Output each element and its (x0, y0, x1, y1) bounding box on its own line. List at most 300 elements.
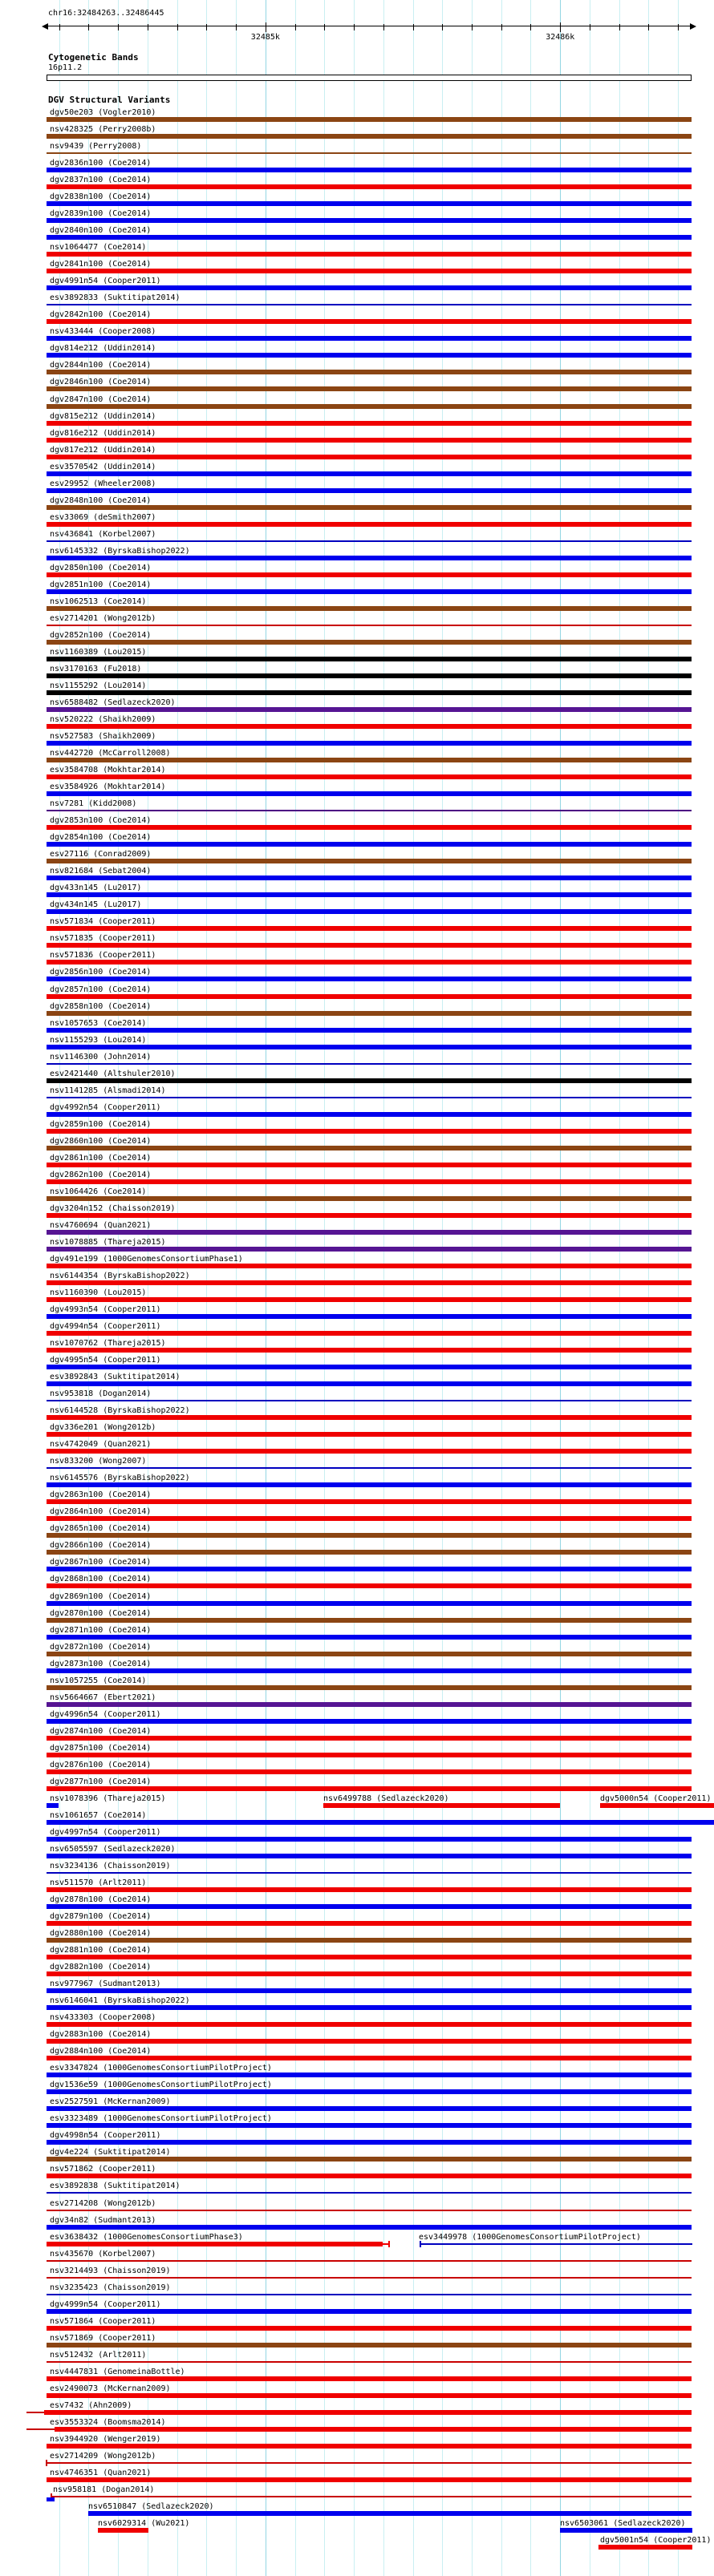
variant-label[interactable]: dgv814e212 (Uddin2014) (50, 344, 156, 354)
variant-bar[interactable] (47, 471, 692, 476)
variant-label[interactable]: nsv821684 (Sebat2004) (50, 867, 152, 876)
variant-label[interactable]: dgv2864n100 (Coe2014) (50, 1507, 152, 1517)
variant-bar[interactable] (47, 2005, 692, 2010)
variant-label[interactable]: nsv511570 (Arlt2011) (50, 1878, 147, 1887)
variant-bar[interactable] (98, 2528, 148, 2533)
variant-label[interactable]: dgv2882n100 (Coe2014) (50, 1963, 152, 1972)
variant-label[interactable]: dgv5000n54 (Cooper2011) (600, 1793, 712, 1803)
variant-line[interactable] (47, 2462, 692, 2464)
variant-bar[interactable] (47, 657, 692, 661)
variant-line[interactable] (47, 2277, 692, 2279)
variant-label[interactable]: nsv433303 (Cooper2008) (50, 2013, 156, 2023)
variant-label[interactable]: dgv2853n100 (Coe2014) (50, 816, 152, 826)
variant-bar[interactable] (47, 892, 692, 897)
unlabeled-variant-box[interactable] (47, 2497, 55, 2501)
variant-label[interactable]: dgv2856n100 (Coe2014) (50, 968, 152, 977)
variant-label[interactable]: dgv816e212 (Uddin2014) (50, 428, 156, 438)
variant-bar[interactable] (47, 1971, 692, 1976)
variant-label[interactable]: nsv3944920 (Wenger2019) (50, 2434, 161, 2444)
variant-bar[interactable] (47, 218, 692, 223)
variant-label[interactable]: esv3449978 (1000GenomesConsortiumPilotProject) (419, 2232, 641, 2242)
variant-bar[interactable] (47, 741, 692, 746)
variant-bar[interactable] (47, 1955, 692, 1959)
variant-bar[interactable] (47, 1163, 692, 1167)
variant-bar[interactable] (47, 1213, 692, 1218)
variant-bar[interactable] (47, 2174, 692, 2178)
variant-bar[interactable] (47, 1516, 692, 1521)
variant-label[interactable]: nsv6588482 (Sedlazeck2020) (50, 698, 176, 707)
variant-label[interactable]: esv3892833 (Suktitipat2014) (50, 293, 181, 303)
variant-bar[interactable] (47, 1078, 692, 1083)
variant-bar[interactable] (47, 1196, 692, 1201)
variant-label[interactable]: nsv4760694 (Quan2021) (50, 1220, 152, 1230)
variant-bar[interactable] (47, 1381, 692, 1386)
variant-bar[interactable] (47, 1618, 692, 1623)
variant-label[interactable]: dgv4998n54 (Cooper2011) (50, 2131, 161, 2141)
variant-label[interactable]: nsv6499788 (Sedlazeck2020) (323, 1793, 449, 1803)
variant-bar[interactable] (47, 1550, 692, 1555)
variant-line[interactable] (47, 2361, 692, 2363)
variant-bar[interactable] (47, 404, 692, 409)
variant-label[interactable]: nsv1070762 (Thareja2015) (50, 1339, 166, 1348)
variant-bar[interactable] (88, 2511, 692, 2516)
variant-label[interactable]: nsv1146300 (John2014) (50, 1052, 152, 1062)
variant-label[interactable]: nsv1057653 (Coe2014) (50, 1018, 147, 1028)
variant-bar[interactable] (47, 421, 692, 426)
variant-bar[interactable] (47, 1011, 692, 1016)
variant-bar[interactable] (47, 201, 692, 206)
variant-label[interactable]: dgv2861n100 (Coe2014) (50, 1153, 152, 1163)
variant-bar[interactable] (47, 859, 692, 863)
variant-label[interactable]: dgv2867n100 (Coe2014) (50, 1558, 152, 1567)
variant-label[interactable]: dgv2873n100 (Coe2014) (50, 1659, 152, 1668)
variant-label[interactable]: dgv815e212 (Uddin2014) (50, 411, 156, 421)
variant-label[interactable]: esv3584708 (Mokhtar2014) (50, 766, 166, 775)
variant-label[interactable]: dgv2881n100 (Coe2014) (50, 1946, 152, 1955)
variant-label[interactable]: esv2421440 (Altshuler2010) (50, 1069, 176, 1078)
variant-label[interactable]: nsv6144354 (ByrskaBishop2022) (50, 1271, 190, 1280)
variant-bar[interactable] (47, 1146, 692, 1151)
variant-bar[interactable] (47, 1331, 692, 1336)
variant-label[interactable]: nsv4447831 (GenomeinaBottle) (50, 2367, 185, 2376)
variant-label[interactable]: nsv3235423 (Chaisson2019) (50, 2283, 171, 2292)
variant-label[interactable]: nsv571862 (Cooper2011) (50, 2165, 156, 2174)
variant-label[interactable]: nsv1155293 (Lou2014) (50, 1035, 147, 1045)
variant-line[interactable] (47, 1467, 692, 1469)
variant-bar[interactable] (47, 134, 692, 139)
cytoband-box[interactable] (47, 75, 692, 81)
variant-bar[interactable] (47, 2123, 692, 2128)
variant-bar[interactable] (47, 1533, 692, 1538)
variant-bar[interactable] (47, 690, 692, 695)
variant-label[interactable]: dgv4992n54 (Cooper2011) (50, 1102, 161, 1112)
variant-label[interactable]: dgv2837n100 (Coe2014) (50, 176, 152, 185)
variant-bar[interactable] (47, 1348, 692, 1353)
variant-bar[interactable] (47, 1280, 692, 1285)
variant-label[interactable]: dgv2868n100 (Coe2014) (50, 1575, 152, 1584)
variant-bar[interactable] (47, 1601, 692, 1606)
variant-line[interactable] (47, 1872, 692, 1874)
variant-bar[interactable] (47, 2225, 692, 2230)
variant-bar[interactable] (47, 572, 692, 577)
variant-label[interactable]: esv33069 (deSmith2007) (50, 512, 156, 522)
variant-bar[interactable] (47, 2393, 692, 2398)
variant-label[interactable]: nsv833200 (Wong2007) (50, 1457, 147, 1466)
variant-bar[interactable] (47, 184, 692, 189)
variant-label[interactable]: esv29952 (Wheeler2008) (50, 479, 156, 488)
variant-label[interactable]: esv7432 (Ahn2009) (50, 2400, 132, 2410)
variant-bar[interactable] (47, 336, 692, 341)
variant-label[interactable]: nsv1057255 (Coe2014) (50, 1676, 147, 1685)
variant-bar[interactable] (600, 1803, 714, 1808)
variant-label[interactable]: dgv2859n100 (Coe2014) (50, 1119, 152, 1129)
variant-label[interactable]: dgv2877n100 (Coe2014) (50, 1777, 152, 1786)
variant-label[interactable]: dgv2846n100 (Coe2014) (50, 378, 152, 387)
variant-bar[interactable] (47, 2140, 692, 2145)
variant-bar[interactable] (47, 1264, 692, 1268)
variant-label[interactable]: nsv977967 (Sudmant2013) (50, 1980, 161, 1989)
variant-bar[interactable] (47, 994, 692, 999)
variant-label[interactable]: dgv5001n54 (Cooper2011) (600, 2536, 712, 2545)
variant-bar[interactable] (47, 589, 692, 594)
variant-label[interactable]: dgv4999n54 (Cooper2011) (50, 2299, 161, 2309)
variant-label[interactable]: dgv433n145 (Lu2017) (50, 884, 142, 893)
variant-bar[interactable] (47, 252, 692, 257)
variant-bar[interactable] (47, 117, 692, 122)
variant-bar[interactable] (47, 235, 692, 240)
variant-label[interactable]: dgv4995n54 (Cooper2011) (50, 1356, 161, 1365)
variant-label[interactable]: dgv4993n54 (Cooper2011) (50, 1305, 161, 1314)
variant-label[interactable]: esv3638432 (1000GenomesConsortiumPhase3) (50, 2232, 243, 2242)
variant-label[interactable]: dgv2854n100 (Coe2014) (50, 833, 152, 843)
variant-leader-line[interactable] (26, 2428, 55, 2430)
variant-bar[interactable] (47, 1179, 692, 1184)
variant-bar[interactable] (47, 2477, 692, 2482)
variant-label[interactable]: nsv1061657 (Coe2014) (50, 1810, 147, 1820)
variant-line[interactable] (47, 1063, 692, 1065)
variant-bar[interactable] (47, 707, 692, 712)
variant-label[interactable]: dgv817e212 (Uddin2014) (50, 445, 156, 455)
variant-label[interactable]: nsv958181 (Dogan2014) (53, 2485, 155, 2494)
variant-label[interactable]: dgv2872n100 (Coe2014) (50, 1642, 152, 1652)
variant-label[interactable]: esv3553324 (Boomsma2014) (50, 2417, 166, 2427)
variant-bar[interactable] (47, 269, 692, 273)
variant-bar[interactable] (47, 2444, 692, 2449)
variant-label[interactable]: dgv4e224 (Suktitipat2014) (50, 2148, 171, 2157)
variant-line[interactable] (47, 1097, 692, 1098)
variant-label[interactable]: dgv50e203 (Vogler2010) (50, 108, 156, 117)
variant-line[interactable] (47, 152, 692, 154)
variant-label[interactable]: esv3347824 (1000GenomesConsortiumPilotProject) (50, 2064, 272, 2073)
variant-label[interactable]: dgv434n145 (Lu2017) (50, 900, 142, 910)
cytoband-label[interactable]: 16p11.2 (48, 63, 83, 72)
variant-bar[interactable] (47, 2157, 692, 2161)
variant-label[interactable]: nsv3234136 (Chaisson2019) (50, 1861, 171, 1870)
variant-label[interactable]: dgv491e199 (1000GenomesConsortiumPhase1) (50, 1254, 243, 1264)
variant-bar[interactable] (47, 2242, 383, 2246)
variant-bar[interactable] (47, 1635, 692, 1640)
variant-bar[interactable] (47, 876, 692, 880)
variant-bar[interactable] (47, 1449, 692, 1454)
variant-bar[interactable] (47, 1786, 692, 1791)
variant-label[interactable]: dgv2860n100 (Coe2014) (50, 1136, 152, 1146)
variant-bar[interactable] (47, 285, 692, 290)
variant-label[interactable]: nsv1155292 (Lou2014) (50, 681, 147, 690)
variant-label[interactable]: esv3584926 (Mokhtar2014) (50, 783, 166, 792)
variant-bar[interactable] (47, 673, 692, 678)
variant-label[interactable]: dgv2870n100 (Coe2014) (50, 1608, 152, 1618)
variant-line[interactable] (47, 2294, 692, 2295)
variant-bar[interactable] (47, 1247, 692, 1252)
variant-bar[interactable] (47, 909, 692, 914)
variant-bar[interactable] (47, 606, 692, 611)
variant-line[interactable] (47, 810, 692, 811)
variant-label[interactable]: nsv527583 (Shaikh2009) (50, 732, 156, 741)
variant-label[interactable]: nsv7281 (Kidd2008) (50, 799, 137, 809)
variant-label[interactable]: nsv1064477 (Coe2014) (50, 243, 147, 253)
variant-bar[interactable] (47, 1415, 692, 1420)
variant-label[interactable]: dgv2857n100 (Coe2014) (50, 985, 152, 994)
variant-label[interactable]: nsv571836 (Cooper2011) (50, 951, 156, 960)
variant-bar[interactable] (47, 1129, 692, 1134)
variant-bar[interactable] (47, 1314, 692, 1319)
variant-bar[interactable] (47, 556, 692, 560)
variant-bar[interactable] (47, 1365, 692, 1369)
variant-label[interactable]: esv2714209 (Wong2012b) (50, 2451, 156, 2461)
variant-label[interactable]: dgv2878n100 (Coe2014) (50, 1895, 152, 1904)
variant-label[interactable]: nsv6029314 (Wu2021) (98, 2519, 190, 2528)
variant-label[interactable]: nsv6503061 (Sedlazeck2020) (560, 2519, 686, 2528)
variant-label[interactable]: nsv6510847 (Sedlazeck2020) (88, 2502, 214, 2511)
variant-label[interactable]: dgv2883n100 (Coe2014) (50, 2030, 152, 2040)
variant-bar[interactable] (47, 1938, 692, 1943)
variant-label[interactable]: dgv2884n100 (Coe2014) (50, 2047, 152, 2056)
variant-line[interactable] (47, 2192, 692, 2194)
variant-label[interactable]: nsv571834 (Cooper2011) (50, 917, 156, 927)
variant-bar[interactable] (47, 1736, 692, 1741)
variant-label[interactable]: nsv6145576 (ByrskaBishop2022) (50, 1474, 190, 1483)
variant-bar[interactable] (47, 1583, 692, 1588)
variant-bar[interactable] (47, 926, 692, 931)
variant-label[interactable]: dgv2852n100 (Coe2014) (50, 630, 152, 640)
variant-bar[interactable] (47, 1685, 692, 1690)
variant-label[interactable]: dgv4991n54 (Cooper2011) (50, 277, 161, 286)
variant-bar[interactable] (47, 842, 692, 847)
variant-line[interactable] (47, 304, 692, 305)
variant-bar[interactable] (323, 1803, 560, 1808)
variant-bar[interactable] (47, 1904, 692, 1909)
variant-bar[interactable] (47, 640, 692, 645)
variant-bar[interactable] (47, 1753, 692, 1757)
variant-label[interactable]: dgv4997n54 (Cooper2011) (50, 1827, 161, 1837)
variant-label[interactable]: esv2527591 (McKernan2009) (50, 2097, 171, 2107)
variant-line[interactable] (420, 2243, 692, 2245)
variant-label[interactable]: nsv571864 (Cooper2011) (50, 2316, 156, 2326)
variant-label[interactable]: dgv2876n100 (Coe2014) (50, 1760, 152, 1769)
variant-label[interactable]: dgv2874n100 (Coe2014) (50, 1726, 152, 1736)
variant-bar[interactable] (47, 438, 692, 443)
variant-label[interactable]: dgv2851n100 (Coe2014) (50, 580, 152, 589)
variant-bar[interactable] (44, 2410, 692, 2415)
variant-label[interactable]: nsv1078396 (Thareja2015) (50, 1793, 166, 1803)
variant-label[interactable]: dgv4994n54 (Cooper2011) (50, 1322, 161, 1331)
variant-label[interactable]: nsv512432 (Arlt2011) (50, 2350, 147, 2360)
variant-label[interactable]: dgv3204n152 (Chaisson2019) (50, 1203, 176, 1213)
variant-label[interactable]: nsv1078885 (Thareja2015) (50, 1237, 166, 1247)
variant-label[interactable]: dgv2879n100 (Coe2014) (50, 1912, 152, 1921)
variant-bar[interactable] (47, 1921, 692, 1926)
variant-label[interactable]: esv2714208 (Wong2012b) (50, 2198, 156, 2208)
variant-label[interactable]: dgv2839n100 (Coe2014) (50, 209, 152, 219)
variant-bar[interactable] (47, 1988, 692, 1993)
variant-label[interactable]: dgv2840n100 (Coe2014) (50, 226, 152, 236)
variant-label[interactable]: nsv520222 (Shaikh2009) (50, 715, 156, 724)
variant-bar[interactable] (47, 2376, 692, 2381)
variant-bar[interactable] (47, 2106, 692, 2111)
variant-bar[interactable] (47, 758, 692, 762)
variant-line[interactable] (47, 2210, 692, 2211)
variant-bar[interactable] (47, 1719, 692, 1724)
variant-leader-line[interactable] (26, 2412, 44, 2413)
variant-bar[interactable] (47, 2343, 692, 2348)
variant-label[interactable]: nsv1160390 (Lou2015) (50, 1288, 147, 1297)
variant-bar[interactable] (47, 1230, 692, 1235)
variant-label[interactable]: nsv5664667 (Ebert2021) (50, 1692, 156, 1702)
variant-line[interactable] (47, 2260, 692, 2262)
variant-bar[interactable] (47, 1668, 692, 1673)
variant-bar[interactable] (47, 2022, 692, 2027)
variant-bar[interactable] (47, 1499, 692, 1504)
variant-bar[interactable] (47, 1028, 692, 1033)
variant-label[interactable]: esv2714201 (Wong2012b) (50, 613, 156, 623)
variant-bar[interactable] (47, 1567, 692, 1571)
variant-label[interactable]: nsv436841 (Korbel2007) (50, 529, 156, 539)
variant-label[interactable]: dgv2871n100 (Coe2014) (50, 1625, 152, 1635)
variant-bar[interactable] (47, 774, 692, 779)
variant-label[interactable]: nsv4742049 (Quan2021) (50, 1440, 152, 1450)
variant-label[interactable]: dgv2848n100 (Coe2014) (50, 495, 152, 505)
variant-label[interactable]: dgv4996n54 (Cooper2011) (50, 1709, 161, 1719)
variant-bar[interactable] (47, 386, 692, 391)
variant-bar[interactable] (47, 2326, 692, 2331)
variant-label[interactable]: nsv1062513 (Coe2014) (50, 596, 147, 606)
variant-bar[interactable] (47, 1112, 692, 1117)
variant-bar[interactable] (47, 168, 692, 172)
variant-label[interactable]: nsv3214493 (Chaisson2019) (50, 2266, 171, 2275)
variant-bar[interactable] (598, 2545, 692, 2550)
variant-label[interactable]: dgv1536e59 (1000GenomesConsortiumPilotProject) (50, 2081, 272, 2090)
variant-bar[interactable] (47, 1652, 692, 1656)
variant-label[interactable]: dgv2836n100 (Coe2014) (50, 159, 152, 168)
variant-bar[interactable] (47, 2056, 692, 2060)
variant-label[interactable]: dgv2865n100 (Coe2014) (50, 1524, 152, 1534)
variant-bar[interactable] (47, 505, 692, 510)
variant-label[interactable]: dgv2838n100 (Coe2014) (50, 192, 152, 202)
variant-bar[interactable] (47, 522, 692, 527)
variant-bar[interactable] (47, 1769, 692, 1774)
variant-label[interactable]: nsv433444 (Cooper2008) (50, 327, 156, 337)
variant-bar[interactable] (47, 1820, 714, 1825)
variant-bar[interactable] (47, 791, 692, 796)
variant-label[interactable]: dgv2850n100 (Coe2014) (50, 563, 152, 572)
variant-line[interactable] (47, 625, 692, 626)
variant-line[interactable] (47, 540, 692, 542)
variant-label[interactable]: nsv435670 (Korbel2007) (50, 2249, 156, 2259)
variant-label[interactable]: nsv1160389 (Lou2015) (50, 647, 147, 657)
variant-label[interactable]: esv3323489 (1000GenomesConsortiumPilotProject) (50, 2114, 272, 2124)
variant-label[interactable]: dgv2847n100 (Coe2014) (50, 394, 152, 404)
variant-label[interactable]: dgv2858n100 (Coe2014) (50, 1001, 152, 1011)
variant-label[interactable]: esv2490073 (McKernan2009) (50, 2384, 171, 2393)
variant-bar[interactable] (47, 977, 692, 981)
variant-bar[interactable] (47, 1432, 692, 1437)
variant-label[interactable]: dgv2880n100 (Coe2014) (50, 1929, 152, 1938)
variant-bar[interactable] (47, 370, 692, 374)
variant-label[interactable]: nsv4746351 (Quan2021) (50, 2468, 152, 2477)
variant-bar[interactable] (47, 455, 692, 459)
variant-label[interactable]: nsv442720 (McCarroll2008) (50, 749, 171, 758)
variant-label[interactable]: nsv571835 (Cooper2011) (50, 934, 156, 944)
variant-label[interactable]: esv3892838 (Suktitipat2014) (50, 2182, 181, 2191)
variant-bar[interactable] (47, 353, 692, 358)
variant-line[interactable] (47, 1400, 692, 1401)
variant-bar[interactable] (47, 1887, 692, 1892)
variant-label[interactable]: nsv1141285 (Alsmadi2014) (50, 1086, 166, 1095)
variant-label[interactable]: dgv2875n100 (Coe2014) (50, 1743, 152, 1753)
variant-label[interactable]: dgv2841n100 (Coe2014) (50, 260, 152, 269)
variant-bar[interactable] (47, 943, 692, 948)
variant-label[interactable]: dgv2862n100 (Coe2014) (50, 1170, 152, 1179)
variant-line[interactable] (51, 2496, 692, 2497)
variant-label[interactable]: esv27116 (Conrad2009) (50, 850, 152, 859)
variant-bar[interactable] (47, 1702, 692, 1707)
variant-bar[interactable] (47, 2073, 692, 2077)
variant-bar[interactable] (47, 825, 692, 830)
variant-label[interactable]: esv3892843 (Suktitipat2014) (50, 1373, 181, 1382)
variant-label[interactable]: dgv2842n100 (Coe2014) (50, 310, 152, 320)
variant-label[interactable]: nsv6146041 (ByrskaBishop2022) (50, 1996, 190, 2006)
variant-bar[interactable] (560, 2528, 692, 2533)
variant-label[interactable]: dgv336e201 (Wong2012b) (50, 1423, 156, 1433)
variant-bar[interactable] (47, 488, 692, 493)
variant-bar[interactable] (47, 1854, 692, 1858)
variant-bar[interactable] (47, 960, 692, 964)
variant-label[interactable]: dgv2866n100 (Coe2014) (50, 1541, 152, 1551)
variant-label[interactable]: nsv1064426 (Coe2014) (50, 1187, 147, 1196)
variant-label[interactable]: dgv2844n100 (Coe2014) (50, 361, 152, 370)
variant-bar[interactable] (47, 1297, 692, 1302)
variant-bar[interactable] (47, 1837, 692, 1842)
variant-bar[interactable] (47, 319, 692, 324)
variant-label[interactable]: nsv6505597 (Sedlazeck2020) (50, 1844, 176, 1854)
variant-label[interactable]: nsv6144528 (ByrskaBishop2022) (50, 1406, 190, 1416)
variant-label[interactable]: nsv571869 (Cooper2011) (50, 2333, 156, 2343)
variant-bar[interactable] (47, 1045, 692, 1049)
variant-bar[interactable] (47, 724, 692, 729)
variant-label[interactable]: dgv2863n100 (Coe2014) (50, 1490, 152, 1500)
variant-label[interactable]: nsv953818 (Dogan2014) (50, 1389, 152, 1399)
variant-label[interactable]: dgv34n82 (Sudmant2013) (50, 2215, 156, 2225)
variant-bar[interactable] (47, 1482, 692, 1487)
variant-label[interactable]: nsv428325 (Perry2008b) (50, 125, 156, 134)
variant-bar[interactable] (47, 2089, 692, 2094)
variant-bar[interactable] (47, 2309, 692, 2314)
variant-label[interactable]: esv3570542 (Uddin2014) (50, 462, 156, 471)
variant-label[interactable]: nsv6145332 (ByrskaBishop2022) (50, 546, 190, 556)
variant-label[interactable]: dgv2869n100 (Coe2014) (50, 1591, 152, 1601)
variant-bar[interactable] (47, 1803, 59, 1808)
variant-bar[interactable] (47, 2039, 692, 2044)
